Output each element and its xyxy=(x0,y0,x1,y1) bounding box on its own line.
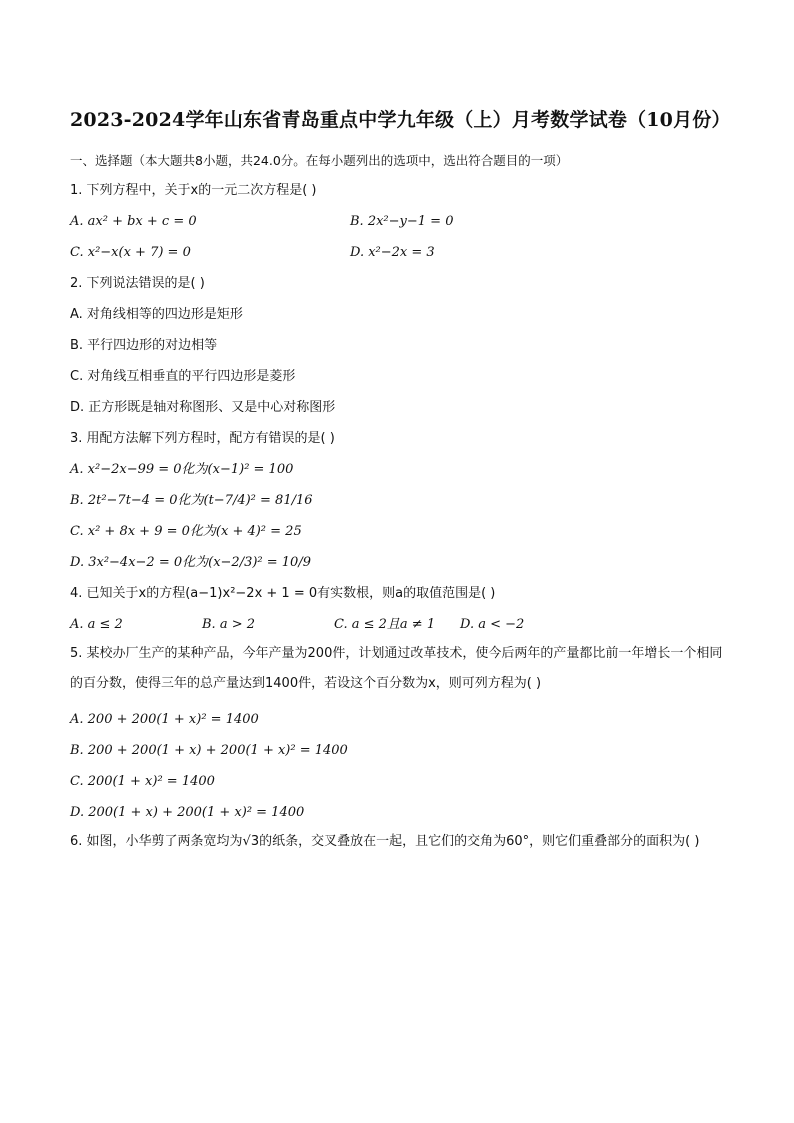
option-1a: A. ax² + bx + c = 0 xyxy=(70,214,197,229)
question-5-stem: 5. 某校办厂生产的某种产品，今年产量为200件，计划通过改革技术，使今后两年的产量都比前一年增长一个相同的百分数，使得三年的总产量达到1400件，若设这个百分数为x，则可列方程为( ) xyxy=(70,646,723,691)
option-1d: D. x²−2x = 3 xyxy=(350,245,435,260)
question-1-options-row1 xyxy=(70,212,724,232)
option-3b: B. 2t²−7t−4 = 0化为(t−7/4)² = 81/16 xyxy=(70,493,313,508)
option-3a: A. x²−2x−99 = 0化为(x−1)² = 100 xyxy=(70,462,294,477)
question-6-stem: 6. 如图，小华剪了两条宽均为√3的纸条，交叉叠放在一起，且它们的交角为60°，则它们重叠部分的面积为( ) xyxy=(70,834,700,849)
option-5d: D. 200(1 + x) + 200(1 + x)² = 1400 xyxy=(70,805,305,820)
option-5a: A. 200 + 200(1 + x)² = 1400 xyxy=(70,712,259,727)
page-title: 2023-2024学年山东省青岛重点中学九年级（上）月考数学试卷（10月份） xyxy=(70,109,731,131)
question-4-stem: 4. 已知关于x的方程(a−1)x²−2x + 1 = 0有实数根，则a的取值范围是( ) xyxy=(70,586,496,601)
question-1-stem: 1. 下列方程中，关于x的一元二次方程是( ) xyxy=(70,183,317,198)
question-2-stem: 2. 下列说法错误的是( ) xyxy=(70,276,205,291)
option-5c: C. 200(1 + x)² = 1400 xyxy=(70,774,215,789)
option-2d: D. 正方形既是轴对称图形、又是中心对称图形 xyxy=(70,400,336,415)
option-3c: C. x² + 8x + 9 = 0化为(x + 4)² = 25 xyxy=(70,524,302,539)
option-3d: D. 3x²−4x−2 = 0化为(x−2/3)² = 10/9 xyxy=(70,555,311,570)
question-4-options xyxy=(70,615,724,635)
question-3-stem: 3. 用配方法解下列方程时，配方有错误的是( ) xyxy=(70,431,335,446)
option-2a: A. 对角线相等的四边形是矩形 xyxy=(70,307,243,322)
option-4b: B. a > 2 xyxy=(202,617,255,632)
section-heading: 一、选择题（本大题共8小题，共24.0分。在每小题列出的选项中，选出符合题目的一项） xyxy=(70,153,569,168)
option-2c: C. 对角线互相垂直的平行四边形是菱形 xyxy=(70,369,296,384)
option-5b: B. 200 + 200(1 + x) + 200(1 + x)² = 1400 xyxy=(70,743,348,758)
option-1b: B. 2x²−y−1 = 0 xyxy=(350,214,454,229)
option-4c: C. a ≤ 2且a ≠ 1 xyxy=(334,617,436,632)
option-1c: C. x²−x(x + 7) = 0 xyxy=(70,245,191,260)
question-1-options-row2 xyxy=(70,243,724,263)
option-4a: A. a ≤ 2 xyxy=(70,617,123,632)
option-2b: B. 平行四边形的对边相等 xyxy=(70,338,218,353)
option-4d: D. a < −2 xyxy=(460,617,525,632)
